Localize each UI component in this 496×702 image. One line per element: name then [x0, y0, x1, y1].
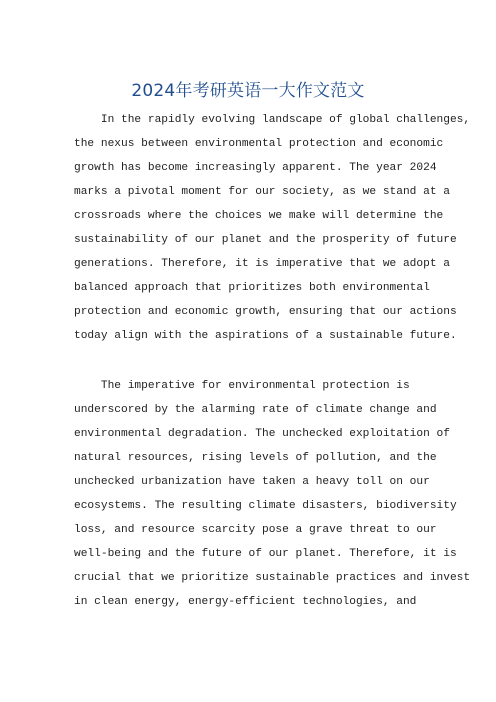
paragraph-line: in clean energy, energy-efficient technologies, and: [74, 596, 417, 608]
paragraph-line: protection and economic growth, ensuring that our actions: [74, 306, 457, 318]
document-title: 2024年考研英语一大作文范文: [131, 81, 365, 101]
paragraph-line: ecosystems. The resulting climate disasters, biodiversity: [74, 500, 457, 512]
paragraph-line: The imperative for environmental protection is: [74, 380, 410, 392]
paragraph-line: loss, and resource scarcity pose a grave threat to our: [74, 524, 437, 536]
paragraph-line: growth has become increasingly apparent. The year 2024: [74, 162, 437, 174]
paragraph-line: unchecked urbanization have taken a heavy toll on our: [74, 476, 430, 488]
paragraph-line: crossroads where the choices we make will determine the: [74, 210, 444, 222]
paragraph-line: well-being and the future of our planet. Therefore, it is: [74, 548, 457, 560]
paragraph-line: environmental degradation. The unchecked exploitation of: [74, 428, 450, 440]
paragraph-1: [74, 108, 471, 348]
paragraph-line: natural resources, rising levels of pollution, and the: [74, 452, 437, 464]
paragraph-line: In the rapidly evolving landscape of global challenges,: [74, 114, 471, 126]
paragraph-line: generations. Therefore, it is imperative that we adopt a: [74, 258, 450, 270]
paragraph-line: crucial that we prioritize sustainable practices and invest: [74, 572, 471, 584]
paragraph-line: the nexus between environmental protection and economic: [74, 138, 444, 150]
paragraph-line: today align with the aspirations of a sustainable future.: [74, 330, 457, 342]
paragraph-line: marks a pivotal moment for our society, as we stand at a: [74, 186, 450, 198]
paragraph-line: underscored by the alarming rate of climate change and: [74, 404, 437, 416]
paragraph-2: [74, 374, 471, 614]
paragraph-line: sustainability of our planet and the prosperity of future: [74, 234, 457, 246]
paragraph-line: balanced approach that prioritizes both environmental: [74, 282, 430, 294]
